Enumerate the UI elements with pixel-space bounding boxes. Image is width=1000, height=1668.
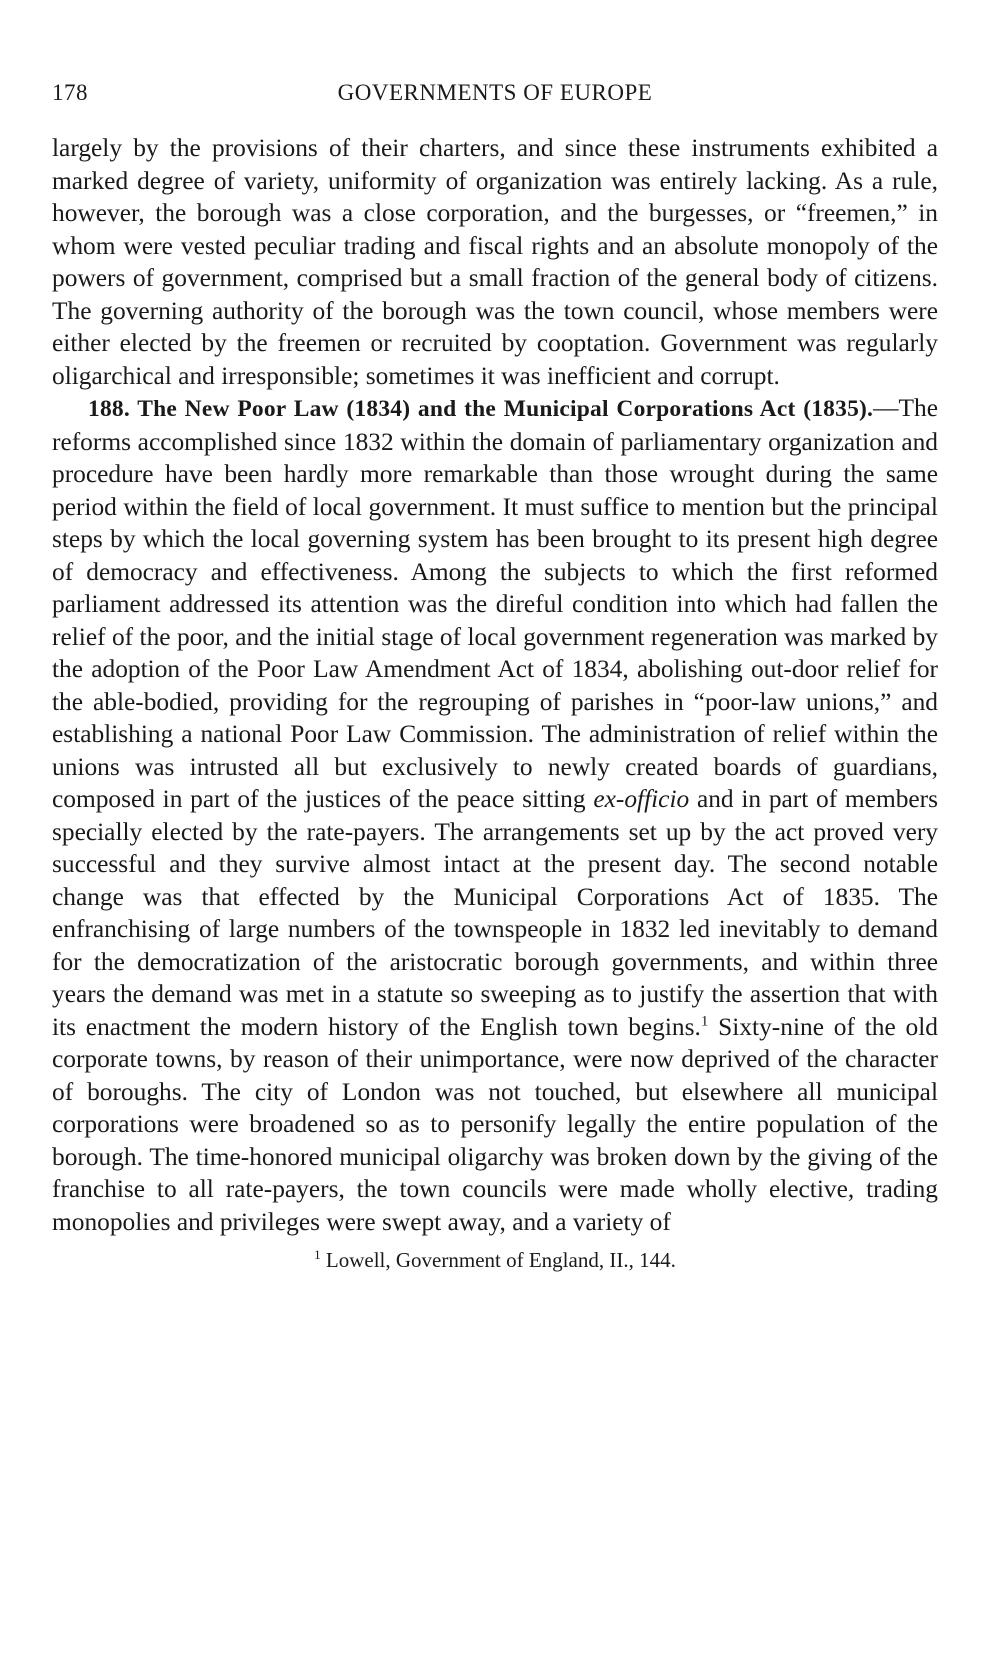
section-heading: 188. The New Poor Law (1834) and the Municipal Corporations Act (1835). xyxy=(88,396,874,422)
book-page xyxy=(52,0,938,1273)
section-text-part-1: —The reforms accomplished since 1832 within the domain of parliamentary organization and procedure have been hardly more remarkable than those wrought during the same period within the field of local government. It must suffice to mention but the principal steps by which the local governing system has been brought to its present high degree of democracy and effectiveness. Among the subjects to which the first reformed parliament addressed its attention was the direful condition into which had fallen the relief of the poor, and the initial stage of local government regeneration was marked by the adoption of the Poor Law Amendment Act of 1834, abolishing out-door relief for the able-bodied, providing for the regrouping of parishes in “poor-law unions,” and establishing a national Poor Law Commission. The administration of relief within the unions was intrusted all but exclusively to newly created boards of guardians, composed in part of the justices of the peace sitting xyxy=(52,394,938,813)
running-title: GOVERNMENTS OF EUROPE xyxy=(337,80,653,105)
footnote-text: Lowell, Government of England, II., 144. xyxy=(325,1248,676,1272)
running-head xyxy=(52,72,938,132)
footnote-marker: 1 xyxy=(314,1247,321,1262)
section-text-part-3: Sixty-nine of the old corporate towns, by reason of their unimportance, were now deprived of the character of boroughs. The city of London was not touched, but elsewhere all municipal corporations were broadened so as to personify legally the entire population of the borough. The time-honored municipal oligarchy was broken down by the giving of the franchise to all rate-payers, the town councils were made wholly elective, trading monopolies and privileges were swept away, and a variety of xyxy=(52,1012,938,1236)
italic-term: ex-officio xyxy=(593,785,690,813)
body-text xyxy=(52,132,938,1238)
page-number: 178 xyxy=(52,80,88,105)
section-188-paragraph xyxy=(52,392,938,1238)
footnote xyxy=(52,1248,938,1273)
section-text-part-2: and in part of members specially elected by the rate-payers. The arrangements set up by the act proved very successful and they survive almost intact at the present day. The second notable change was that effected by the Municipal Corporations Act of 1835. The enfranchising of large numbers of the townspeople in 1832 led inevitably to demand for the democratization of the aristocratic borough governments, and within three years the demand was met in a statute so sweeping as to justify the assertion that with its enactment the modern history of the English town begins. xyxy=(52,785,939,1041)
footnote-reference: 1 xyxy=(700,1013,709,1030)
paragraph-continued: largely by the provisions of their charters, and since these instruments exhibited a marked degree of variety, uniformity of organization was entirely lacking. As a rule, however, the borough was a close corporation, and the burgesses, or “freemen,” in whom were vested peculiar trading and fiscal rights and an absolute monopoly of the powers of government, comprised but a small fraction of the general body of citizens. The governing authority of the borough was the town council, whose members were either elected by the freemen or recruited by cooptation. Government was regularly oligarchical and irresponsible; sometimes it was inefficient and corrupt. xyxy=(52,134,938,390)
